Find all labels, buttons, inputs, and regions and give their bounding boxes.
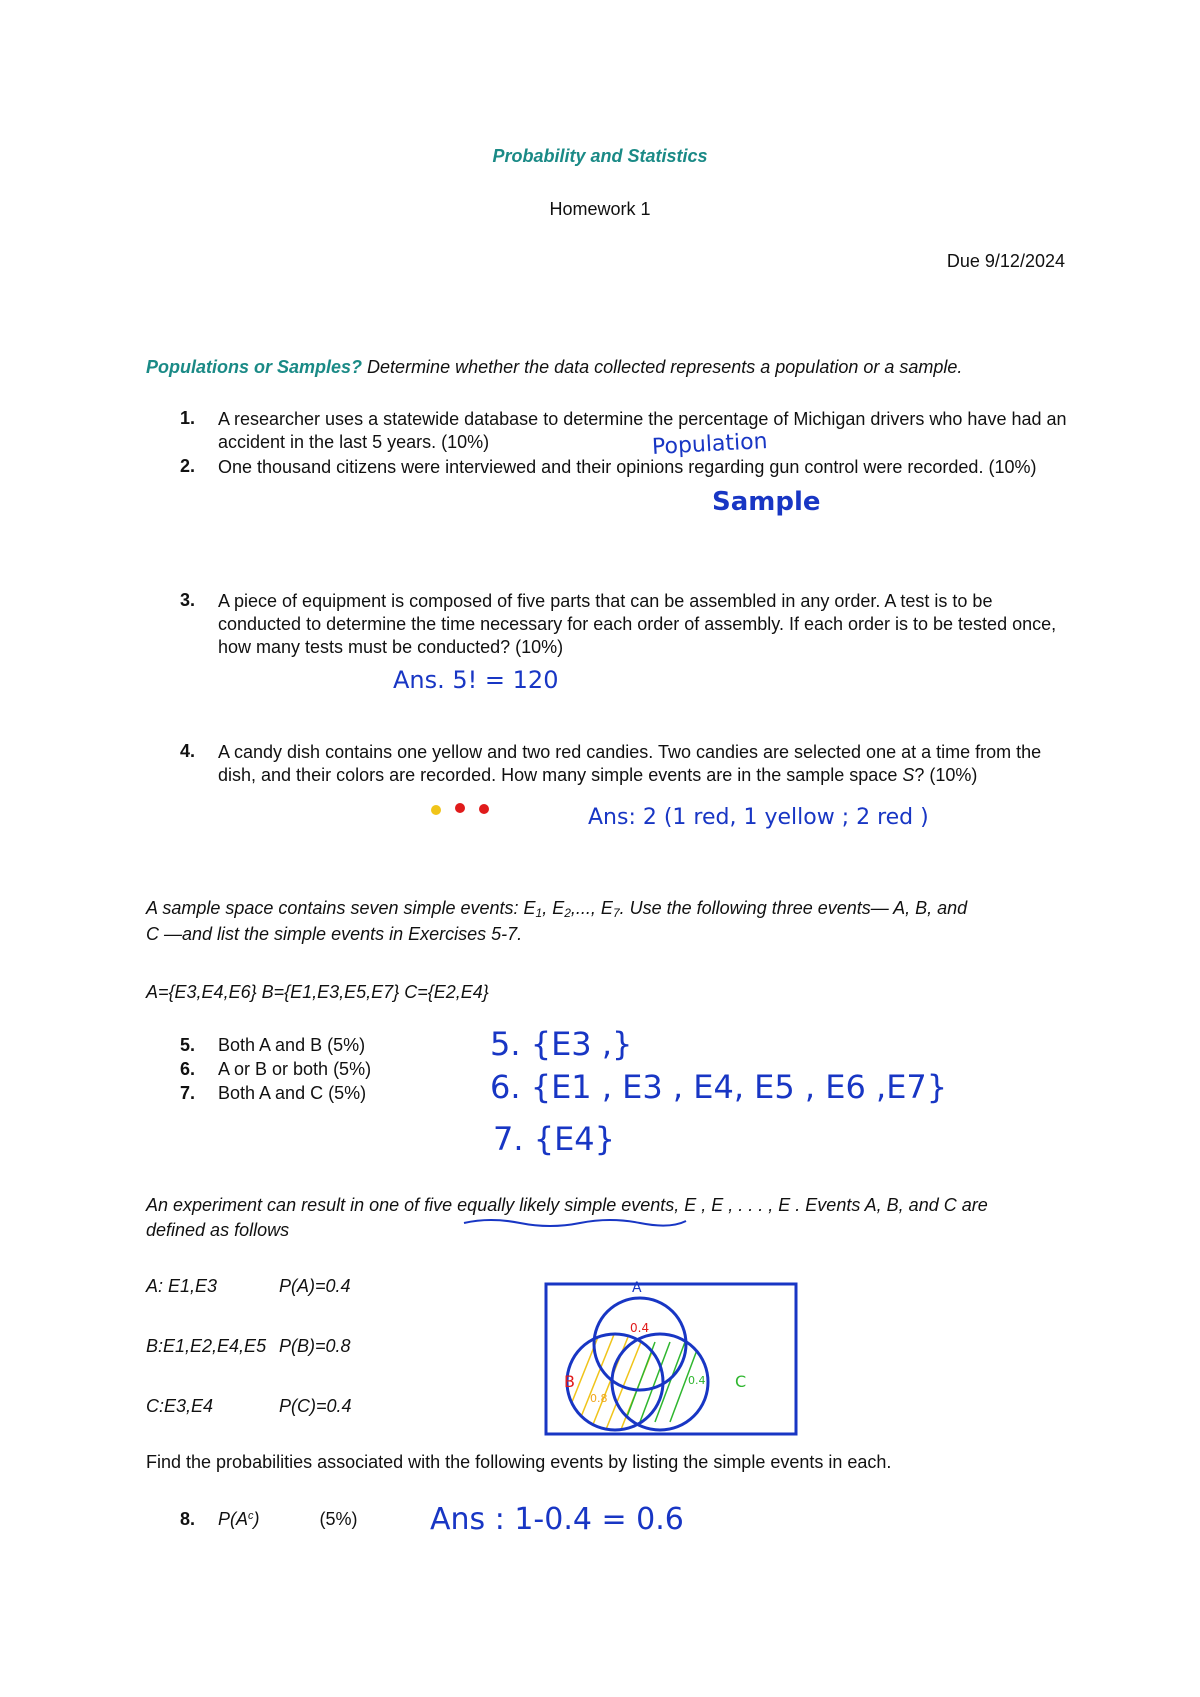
red-candy-icon xyxy=(455,803,465,813)
event-c-definition: C:E3,E4 xyxy=(146,1396,214,1416)
event-b-probability: P(B)=0.8 xyxy=(279,1336,351,1356)
section1-heading: Populations or Samples? xyxy=(146,357,363,377)
event-b-definition: B:E1,E2,E4,E5 xyxy=(146,1336,267,1356)
question-2 xyxy=(180,456,1078,479)
candy-dots-drawing xyxy=(428,800,498,820)
section2-intro-line2: C —and list the simple events in Exercises 5-7. xyxy=(146,924,523,944)
due-date: Due 9/12/2024 xyxy=(946,251,1065,271)
red-candy-icon xyxy=(479,804,489,814)
venn-label-b: B xyxy=(564,1372,575,1391)
handwritten-answer-3: Ans. 5! = 120 xyxy=(393,666,559,694)
question-text: A researcher uses a statewide database to determine the percentage of Michigan drivers who have had an accident in the last 5 years. (10%) xyxy=(218,409,1067,452)
handwritten-answer-8: Ans : 1-0.4 = 0.6 xyxy=(430,1502,684,1537)
question-6: 6. A or B or both (5%) xyxy=(180,1059,372,1079)
section3-instruction: Find the probabilities associated with the following events by listing the simple events in each. xyxy=(146,1452,892,1472)
section2-intro-line1: A sample space contains seven simple events: $E_1$, $E_2$,..., $E_7$. Use the following three events— A, B, and xyxy=(146,898,968,920)
handwritten-answer-1: Population xyxy=(651,428,769,461)
venn-diagram xyxy=(540,1272,800,1442)
handwritten-answer-4: Ans: 2 (1 red, 1 yellow ; 2 red ) xyxy=(588,805,929,830)
question-1 xyxy=(180,408,1078,454)
section1-instruction: Determine whether the data collected represents a population or a sample. xyxy=(362,357,963,377)
venn-label-c: C xyxy=(735,1372,747,1391)
question-number: 4. xyxy=(180,741,196,761)
question-number: 1. xyxy=(180,408,196,428)
venn-value-c: 0.4 xyxy=(688,1374,706,1387)
question-4 xyxy=(180,741,1078,787)
question-5: 5. Both A and B (5%) xyxy=(180,1035,366,1055)
yellow-candy-icon xyxy=(431,805,441,815)
handwritten-answer-2: Sample xyxy=(712,487,821,517)
event-sets: A={E3,E4,E6} B={E1,E3,E5,E7} C={E2,E4} xyxy=(146,982,489,1002)
handwritten-underline xyxy=(460,1217,690,1229)
section1-heading-line xyxy=(146,357,962,378)
section3-intro-line1: An experiment can result in one of five equally likely simple events, E , E , . . . , E . Events A, B, and C are xyxy=(146,1195,988,1215)
event-c-probability: P(C)=0.4 xyxy=(279,1396,352,1416)
document-title: Probability and Statistics xyxy=(492,146,708,166)
event-a-probability: P(A)=0.4 xyxy=(279,1276,351,1296)
question-text: A piece of equipment is composed of five parts that can be assembled in any order. A test is to be conducted to determine the time necessary for each order of assembly. If each order is to be tested once, how many tests must be conducted? (10%) xyxy=(218,591,1057,657)
question-number: 3. xyxy=(180,590,196,610)
question-text: A candy dish contains one yellow and two red candies. Two candies are selected one at a time from the dish, and their colors are recorded. How many simple events are in the sample space S? (10%) xyxy=(218,742,1042,785)
event-a-definition: A: E1,E3 xyxy=(146,1276,218,1296)
handwritten-answer-6: 6. {E1 , E3 , E4, E5 , E6 ,E7} xyxy=(490,1068,948,1106)
venn-value-b: 0.8 xyxy=(590,1392,608,1405)
venn-value-a: 0.4 xyxy=(630,1321,650,1335)
question-8: 8. $P(A^c)$ (5%) xyxy=(180,1509,358,1529)
section3-intro-line2: defined as follows xyxy=(146,1220,290,1240)
question-number: 2. xyxy=(180,456,196,476)
question-3 xyxy=(180,590,1078,659)
handwritten-answer-5: 5. {E3 ,} xyxy=(490,1025,633,1063)
venn-label-a: A xyxy=(632,1280,642,1296)
document-subtitle: Homework 1 xyxy=(549,199,651,219)
handwritten-answer-7: 7. {E4} xyxy=(493,1120,615,1158)
question-7: 7. Both A and C (5%) xyxy=(180,1083,367,1103)
region-b-hatch xyxy=(560,1332,660,1432)
question-text: One thousand citizens were interviewed and their opinions regarding gun control were recorded. (10%) xyxy=(218,457,1037,477)
